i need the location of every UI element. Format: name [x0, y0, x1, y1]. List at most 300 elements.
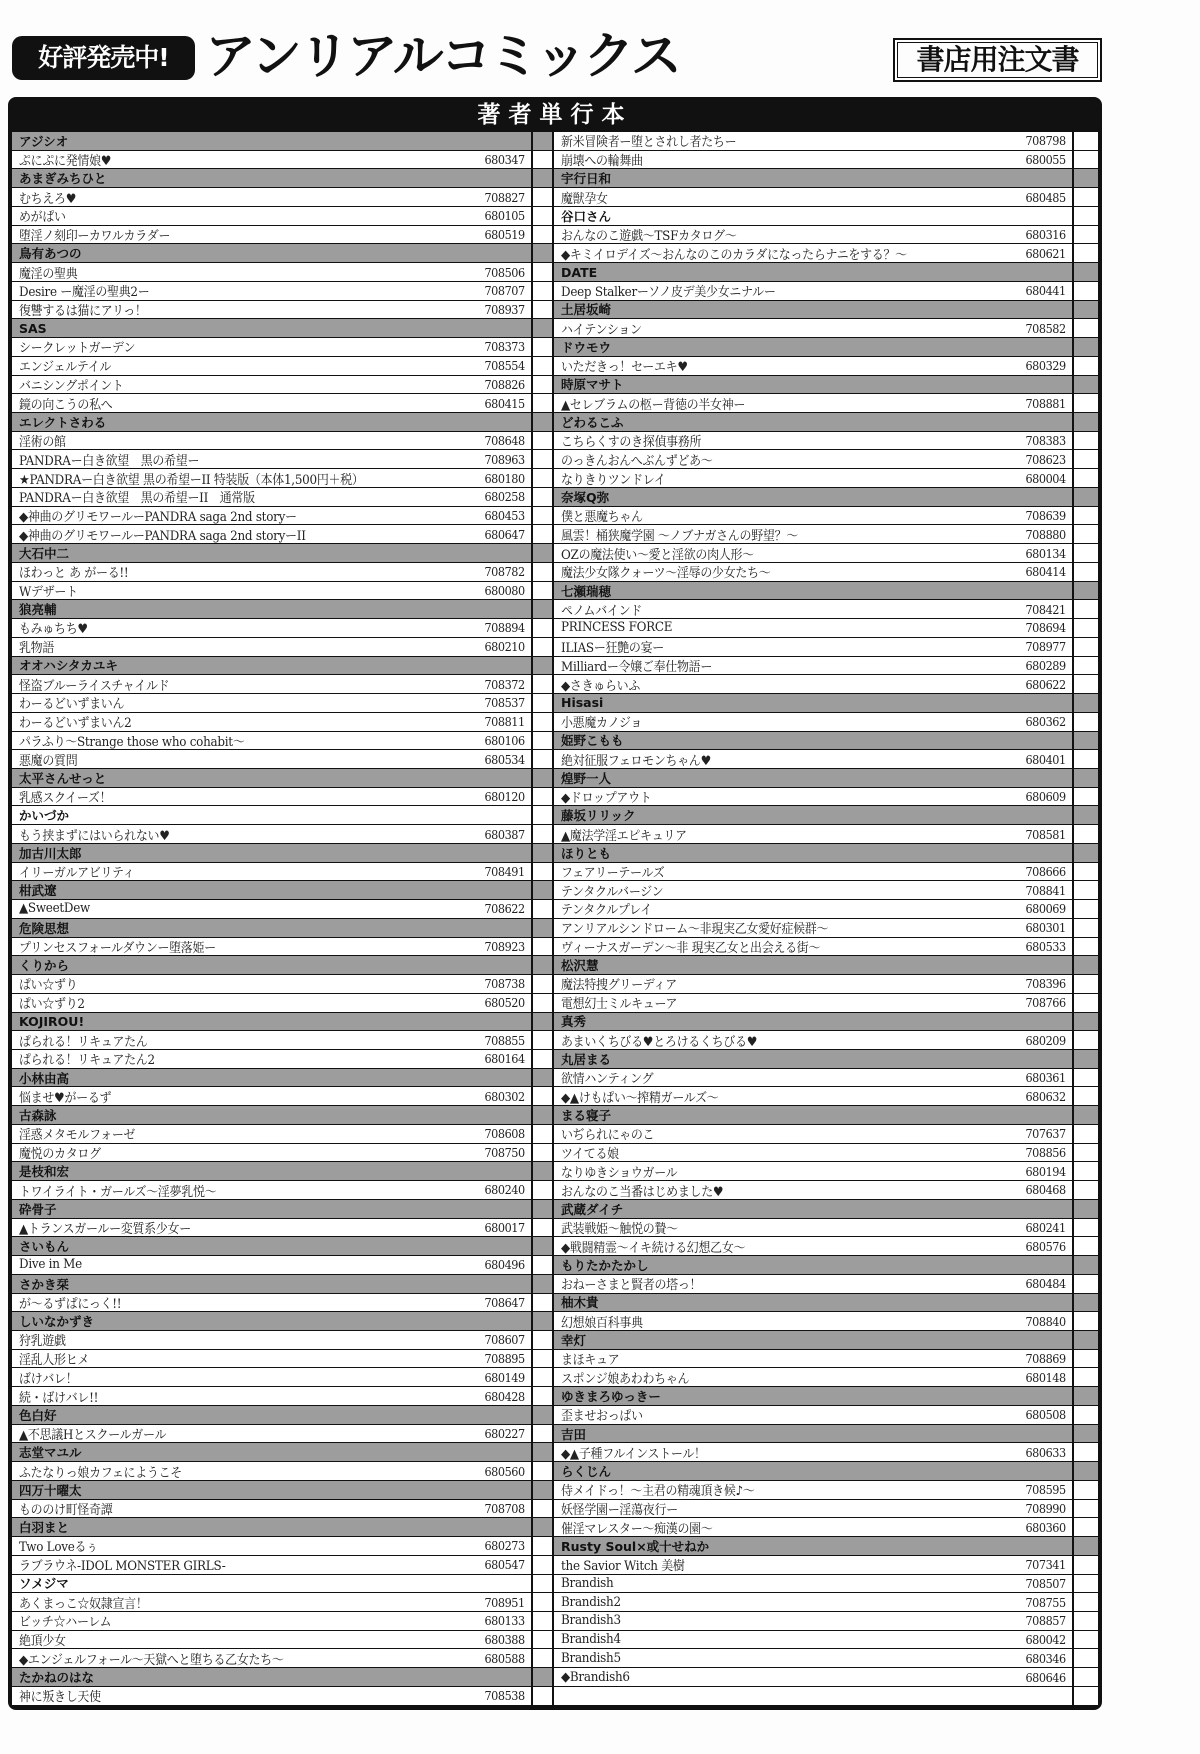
book-row — [12, 975, 552, 993]
book-row — [12, 1631, 552, 1649]
order-quantity-cell — [533, 600, 552, 618]
book-code: 708855 — [484, 1032, 525, 1048]
order-quantity-cell — [533, 525, 552, 543]
author-name: どわるこふ — [561, 414, 624, 430]
book-code: 680017 — [484, 1219, 525, 1235]
order-quantity-cell — [533, 619, 552, 637]
book-title: 欲情ハンティング — [561, 1072, 654, 1087]
author-name: 加古川太郎 — [19, 845, 82, 861]
book-row — [12, 788, 552, 806]
book-row — [554, 881, 1098, 899]
book-code: 680289 — [1025, 657, 1066, 673]
author-header-row — [554, 338, 1098, 356]
order-quantity-cell — [1074, 1256, 1098, 1274]
author-header-row — [554, 1425, 1098, 1443]
book-row — [12, 638, 552, 656]
order-quantity-cell — [533, 376, 552, 394]
row-cell — [554, 1687, 1072, 1705]
order-quantity-cell — [1074, 1069, 1098, 1087]
book-code: 680632 — [1025, 1088, 1066, 1104]
order-quantity-cell — [1074, 1462, 1098, 1480]
book-code: 708538 — [484, 1688, 525, 1704]
author-header-row — [12, 1443, 552, 1461]
book-title: ぱい☆ずり — [19, 978, 78, 993]
book-code: 680622 — [1025, 676, 1066, 692]
order-quantity-cell — [1074, 825, 1098, 843]
row-cell — [554, 1668, 1072, 1686]
author-header-row — [12, 1200, 552, 1218]
author-name: 危険思想 — [19, 920, 70, 936]
book-code: 708755 — [1025, 1594, 1066, 1610]
book-title: おねーさまと賢者の塔っ！ — [561, 1278, 702, 1293]
author-header-row — [12, 413, 552, 431]
row-cell — [554, 1425, 1072, 1443]
row-cell — [554, 488, 1072, 506]
order-quantity-cell — [1074, 1481, 1098, 1499]
author-header-row — [12, 1668, 552, 1686]
order-quantity-cell — [1074, 994, 1098, 1012]
book-code: 708491 — [484, 864, 525, 879]
author-name: 時原マサト — [561, 377, 624, 393]
order-quantity-cell — [533, 956, 552, 974]
order-quantity-cell — [1074, 1087, 1098, 1105]
author-name: 武蔵ダイチ — [561, 1201, 624, 1217]
author-header-row — [12, 919, 552, 937]
row-cell — [12, 169, 531, 187]
book-row — [554, 544, 1098, 562]
author-name: あまぎみちひと — [19, 171, 107, 187]
book-code: 680414 — [1025, 564, 1066, 580]
order-quantity-cell — [1074, 1575, 1098, 1593]
order-quantity-cell — [1074, 1050, 1098, 1068]
row-cell — [554, 713, 1072, 731]
row-cell — [12, 675, 531, 693]
author-header-row — [554, 1256, 1098, 1274]
book-order-table — [8, 97, 1102, 1710]
book-code: 680241 — [1025, 1219, 1066, 1235]
order-quantity-cell — [1074, 1331, 1098, 1349]
book-title: ふたなりっ娘カフェにようこそ — [19, 1465, 182, 1480]
row-cell — [12, 525, 531, 543]
order-quantity-cell — [533, 1350, 552, 1368]
book-code: 708841 — [1025, 882, 1066, 898]
row-cell — [12, 825, 531, 843]
book-title: ぷにぷに発情娘♥ — [19, 154, 112, 169]
order-quantity-cell — [1074, 1556, 1098, 1574]
order-quantity-cell — [1074, 938, 1098, 956]
book-row — [554, 1069, 1098, 1087]
book-row — [554, 600, 1098, 618]
book-row — [12, 938, 552, 956]
order-quantity-cell — [1074, 1275, 1098, 1293]
book-row — [12, 900, 552, 918]
order-quantity-cell — [1074, 1350, 1098, 1368]
book-code: 680106 — [484, 732, 525, 748]
order-quantity-cell — [1074, 1181, 1098, 1199]
book-code: 680164 — [484, 1051, 525, 1067]
author-name: 宇行日和 — [561, 171, 612, 187]
author-header-row — [554, 488, 1098, 506]
row-cell — [12, 357, 531, 375]
order-quantity-cell — [533, 638, 552, 656]
order-quantity-cell — [1074, 900, 1098, 918]
book-title: テンタクルバージン — [561, 884, 664, 900]
row-cell — [12, 919, 531, 937]
book-row — [554, 1518, 1098, 1536]
row-cell — [12, 1425, 531, 1443]
author-header-row — [12, 1069, 552, 1087]
author-header-row — [554, 844, 1098, 862]
author-name: 色白好 — [19, 1407, 57, 1423]
author-name: 太平さんせっと — [19, 770, 107, 786]
book-row — [12, 1144, 552, 1162]
row-cell — [12, 732, 531, 750]
order-quantity-cell — [533, 263, 552, 281]
author-name: まる寝子 — [561, 1108, 612, 1124]
book-code: 708990 — [1025, 1500, 1066, 1516]
row-cell — [554, 1144, 1072, 1162]
book-row — [12, 732, 552, 750]
order-quantity-cell — [533, 244, 552, 262]
row-cell — [12, 207, 531, 225]
book-title: 神に叛きし天使 — [19, 1690, 101, 1705]
order-quantity-cell — [533, 226, 552, 244]
row-cell — [12, 1556, 531, 1574]
book-title: あくまっこ☆奴隷宣言！ — [19, 1596, 148, 1612]
book-row — [12, 863, 552, 881]
row-cell — [554, 1256, 1072, 1274]
book-code: 708923 — [484, 938, 525, 954]
book-code: 680258 — [484, 489, 525, 505]
book-row — [12, 151, 552, 169]
order-quantity-cell — [533, 563, 552, 581]
book-row — [554, 750, 1098, 768]
book-title: 小悪魔カノジョ — [561, 716, 643, 731]
book-row — [554, 1219, 1098, 1237]
order-quantity-cell — [533, 732, 552, 750]
book-code: 680209 — [1025, 1032, 1066, 1048]
book-code: 680547 — [484, 1557, 525, 1573]
row-cell — [554, 338, 1072, 356]
author-name: くりから — [19, 958, 70, 974]
book-row — [554, 863, 1098, 881]
author-header-row — [12, 1406, 552, 1424]
order-quantity-cell — [1074, 1013, 1098, 1031]
row-cell — [554, 151, 1072, 169]
order-quantity-cell — [1074, 488, 1098, 506]
book-row — [554, 1368, 1098, 1386]
book-code: 708738 — [484, 976, 525, 992]
book-row — [12, 1537, 552, 1555]
book-code: 708826 — [484, 376, 525, 392]
author-name: オオハシタカユキ — [19, 658, 118, 674]
book-title: ◆▲子種フルインストール！ — [561, 1446, 706, 1462]
book-row — [554, 1500, 1098, 1518]
row-cell — [12, 1631, 531, 1649]
row-cell — [12, 713, 531, 731]
book-row — [554, 1144, 1098, 1162]
book-row — [12, 713, 552, 731]
book-code: 708582 — [1025, 320, 1066, 336]
book-code: 708623 — [1025, 451, 1066, 467]
book-title: Dive in Me — [19, 1257, 82, 1273]
book-title: ばけバレ！ — [19, 1371, 78, 1387]
row-cell — [12, 900, 531, 918]
book-code: 708595 — [1025, 1482, 1066, 1498]
order-quantity-cell — [533, 1200, 552, 1218]
author-name: 幸灯 — [561, 1332, 587, 1348]
row-cell — [554, 900, 1072, 918]
book-title: 新米冒険者ー堕とされし者たちー — [561, 135, 737, 150]
book-row — [554, 713, 1098, 731]
book-title: ▲魔法学淫エピキュリア — [561, 828, 687, 843]
book-title: 淫惑メタモルフォーゼ — [19, 1128, 136, 1143]
row-cell — [12, 1687, 531, 1705]
book-title: 乳物語 — [19, 641, 55, 656]
book-row — [12, 1181, 552, 1199]
author-header-row — [12, 169, 552, 187]
book-code: 680441 — [1025, 283, 1066, 299]
author-name: 柚木貴 — [561, 1295, 599, 1311]
book-title: 絶対征服フェロモンちゃん♥ — [561, 753, 712, 768]
row-cell — [12, 1649, 531, 1667]
order-quantity-cell — [533, 1518, 552, 1536]
book-title: まほキュア — [561, 1353, 620, 1368]
order-quantity-cell — [1074, 713, 1098, 731]
row-cell — [554, 1200, 1072, 1218]
book-row — [12, 1556, 552, 1574]
row-cell — [12, 750, 531, 768]
book-code: 708811 — [484, 714, 525, 730]
book-title: 悪魔の質問 — [19, 753, 78, 768]
row-cell — [554, 694, 1072, 712]
row-cell — [554, 732, 1072, 750]
book-title: のっきんおんへぶんずどあ～ — [561, 453, 713, 469]
book-title: 魔法少女隊クォーツ～淫辱の少女たち～ — [561, 566, 771, 581]
author-name: DATE — [561, 264, 598, 280]
row-cell — [554, 657, 1072, 675]
order-quantity-cell — [1074, 1443, 1098, 1461]
order-quantity-cell — [533, 319, 552, 337]
book-row — [554, 1668, 1098, 1686]
order-quantity-cell — [1074, 394, 1098, 412]
book-code: 680302 — [484, 1088, 525, 1104]
row-cell — [12, 1518, 531, 1536]
book-code: 680387 — [484, 826, 525, 842]
author-header-row — [554, 1013, 1098, 1031]
book-row — [12, 226, 552, 244]
book-row — [12, 301, 552, 319]
row-cell — [554, 1593, 1072, 1611]
row-cell — [12, 1162, 531, 1180]
row-cell — [554, 1537, 1072, 1555]
book-row — [554, 1556, 1098, 1574]
book-code: 708766 — [1025, 995, 1066, 1011]
row-cell — [12, 938, 531, 956]
row-cell — [12, 1013, 531, 1031]
book-code: 680560 — [484, 1463, 525, 1479]
book-row — [554, 619, 1098, 637]
author-header-row — [12, 132, 552, 150]
row-cell — [12, 1275, 531, 1293]
order-quantity-cell — [533, 694, 552, 712]
author-name: 小林由高 — [19, 1070, 70, 1086]
book-title: いただきっ！セーエキ♥ — [561, 360, 688, 375]
row-cell — [554, 1462, 1072, 1480]
row-cell — [554, 132, 1072, 150]
book-row — [554, 244, 1098, 262]
row-cell — [554, 1649, 1072, 1667]
author-name: 柑武遼 — [19, 883, 57, 899]
book-code: 680453 — [484, 508, 525, 524]
row-cell — [554, 1106, 1072, 1124]
order-quantity-cell — [1074, 1106, 1098, 1124]
order-quantity-cell — [533, 844, 552, 862]
order-quantity-cell — [533, 1069, 552, 1087]
book-title: ツイてる娘 — [561, 1147, 619, 1162]
book-row — [554, 469, 1098, 487]
book-title: もののけ町怪奇譚 — [19, 1502, 113, 1518]
book-code: 680105 — [484, 208, 525, 224]
book-title: ぱられる！リキュアたん — [19, 1034, 148, 1049]
row-cell — [12, 1181, 531, 1199]
order-quantity-cell — [533, 806, 552, 824]
author-header-row — [554, 1537, 1098, 1555]
row-cell — [12, 1350, 531, 1368]
order-quantity-cell — [1074, 1387, 1098, 1405]
book-title: プリンセスフォールダウンー堕落姫ー — [19, 940, 216, 956]
row-cell — [554, 919, 1072, 937]
order-quantity-cell — [533, 938, 552, 956]
book-title: ◆戦闘精霊～イキ続ける幻想乙女～ — [561, 1240, 746, 1256]
book-title: ILIASー狂艶の宴ー — [561, 641, 664, 656]
row-cell — [12, 132, 531, 150]
row-cell — [12, 544, 531, 562]
book-code: 680415 — [484, 395, 525, 411]
author-name: アジシオ — [19, 133, 69, 149]
author-name: 古森詠 — [19, 1108, 57, 1124]
row-cell — [554, 188, 1072, 206]
row-cell — [554, 226, 1072, 244]
row-cell — [12, 1387, 531, 1405]
row-cell — [554, 1500, 1072, 1518]
book-row — [554, 938, 1098, 956]
author-header-row — [554, 694, 1098, 712]
book-code: 680647 — [484, 526, 525, 542]
order-quantity-cell — [533, 1331, 552, 1349]
author-name: らくじん — [561, 1464, 612, 1480]
book-code: 680496 — [484, 1257, 525, 1273]
book-code: 680069 — [1025, 901, 1066, 917]
order-quantity-cell — [1074, 507, 1098, 525]
book-title: 崩壊への輪舞曲 — [561, 154, 643, 169]
book-title: Deep Stalkerーソノ皮デ美少女ニナルー — [561, 285, 776, 300]
book-title: 鏡の向こうの私へ — [19, 397, 113, 413]
order-quantity-cell — [533, 132, 552, 150]
book-code: 680360 — [1025, 1519, 1066, 1535]
book-row — [12, 619, 552, 637]
author-name: 志堂マユル — [19, 1445, 82, 1461]
row-cell — [12, 881, 531, 899]
order-quantity-cell — [1074, 806, 1098, 824]
row-cell — [554, 1556, 1072, 1574]
book-row — [554, 975, 1098, 993]
book-row — [554, 525, 1098, 543]
order-quantity-cell — [533, 1425, 552, 1443]
author-name: ゆきまろゆっきー — [561, 1389, 661, 1405]
book-code: 708707 — [484, 283, 525, 299]
row-cell — [12, 1219, 531, 1237]
author-header-row — [12, 806, 552, 824]
order-quantity-cell — [533, 788, 552, 806]
book-title: アンリアルシンドローム～非現実乙女愛好症候群～ — [561, 922, 829, 937]
book-code: 680273 — [484, 1538, 525, 1554]
book-title: Brandish5 — [561, 1650, 621, 1666]
book-code: 708537 — [484, 695, 525, 711]
book-title: PRINCESS FORCE — [561, 620, 673, 636]
book-title: ◆▲けもぱい～搾精ガールズ～ — [561, 1090, 719, 1106]
order-quantity-cell — [1074, 1425, 1098, 1443]
book-code: 708694 — [1025, 620, 1066, 636]
book-code: 680361 — [1025, 1070, 1066, 1086]
book-row — [554, 1575, 1098, 1593]
book-title: ▲SweetDew — [19, 901, 91, 917]
book-title: イリーガルアビリティ — [19, 866, 135, 881]
author-name: 藤坂リリック — [561, 808, 636, 824]
book-row — [12, 694, 552, 712]
author-name: ソメジマ — [19, 1576, 69, 1592]
row-cell — [12, 376, 531, 394]
book-row — [12, 1331, 552, 1349]
row-cell — [12, 413, 531, 431]
book-title: おんなのこ当番はじめました♥ — [561, 1184, 724, 1199]
left-column — [12, 132, 552, 1705]
book-code: 680240 — [484, 1182, 525, 1198]
row-cell — [554, 432, 1072, 450]
row-cell — [12, 244, 531, 262]
book-row — [554, 151, 1098, 169]
order-quantity-cell — [1074, 657, 1098, 675]
row-cell — [12, 1069, 531, 1087]
order-quantity-cell — [533, 488, 552, 506]
publisher-logo: アンリアルコミックス — [205, 27, 679, 85]
order-quantity-cell — [533, 1013, 552, 1031]
order-quantity-cell — [533, 1687, 552, 1705]
book-row — [554, 675, 1098, 693]
author-name: ドウモウ — [561, 339, 612, 355]
book-code: 708607 — [484, 1332, 525, 1348]
book-code: 708648 — [484, 433, 525, 449]
book-row — [12, 750, 552, 768]
author-header-row — [554, 207, 1098, 225]
row-cell — [554, 507, 1072, 525]
book-row — [12, 563, 552, 581]
row-cell — [554, 825, 1072, 843]
book-row — [554, 282, 1098, 300]
author-name: 吉田 — [561, 1426, 587, 1442]
book-code: 708506 — [484, 264, 525, 280]
book-title: もみゅちち♥ — [19, 622, 88, 637]
author-header-row — [12, 1575, 552, 1593]
book-row — [12, 263, 552, 281]
row-cell — [12, 769, 531, 787]
order-quantity-cell — [1074, 376, 1098, 394]
book-row — [554, 1350, 1098, 1368]
order-quantity-cell — [1074, 1200, 1098, 1218]
book-row — [554, 1312, 1098, 1330]
book-title: ◆キミイロデイズ～おんなのこのカラダになったらナニをする？～ — [561, 247, 907, 263]
author-name: 白羽まと — [19, 1520, 70, 1536]
